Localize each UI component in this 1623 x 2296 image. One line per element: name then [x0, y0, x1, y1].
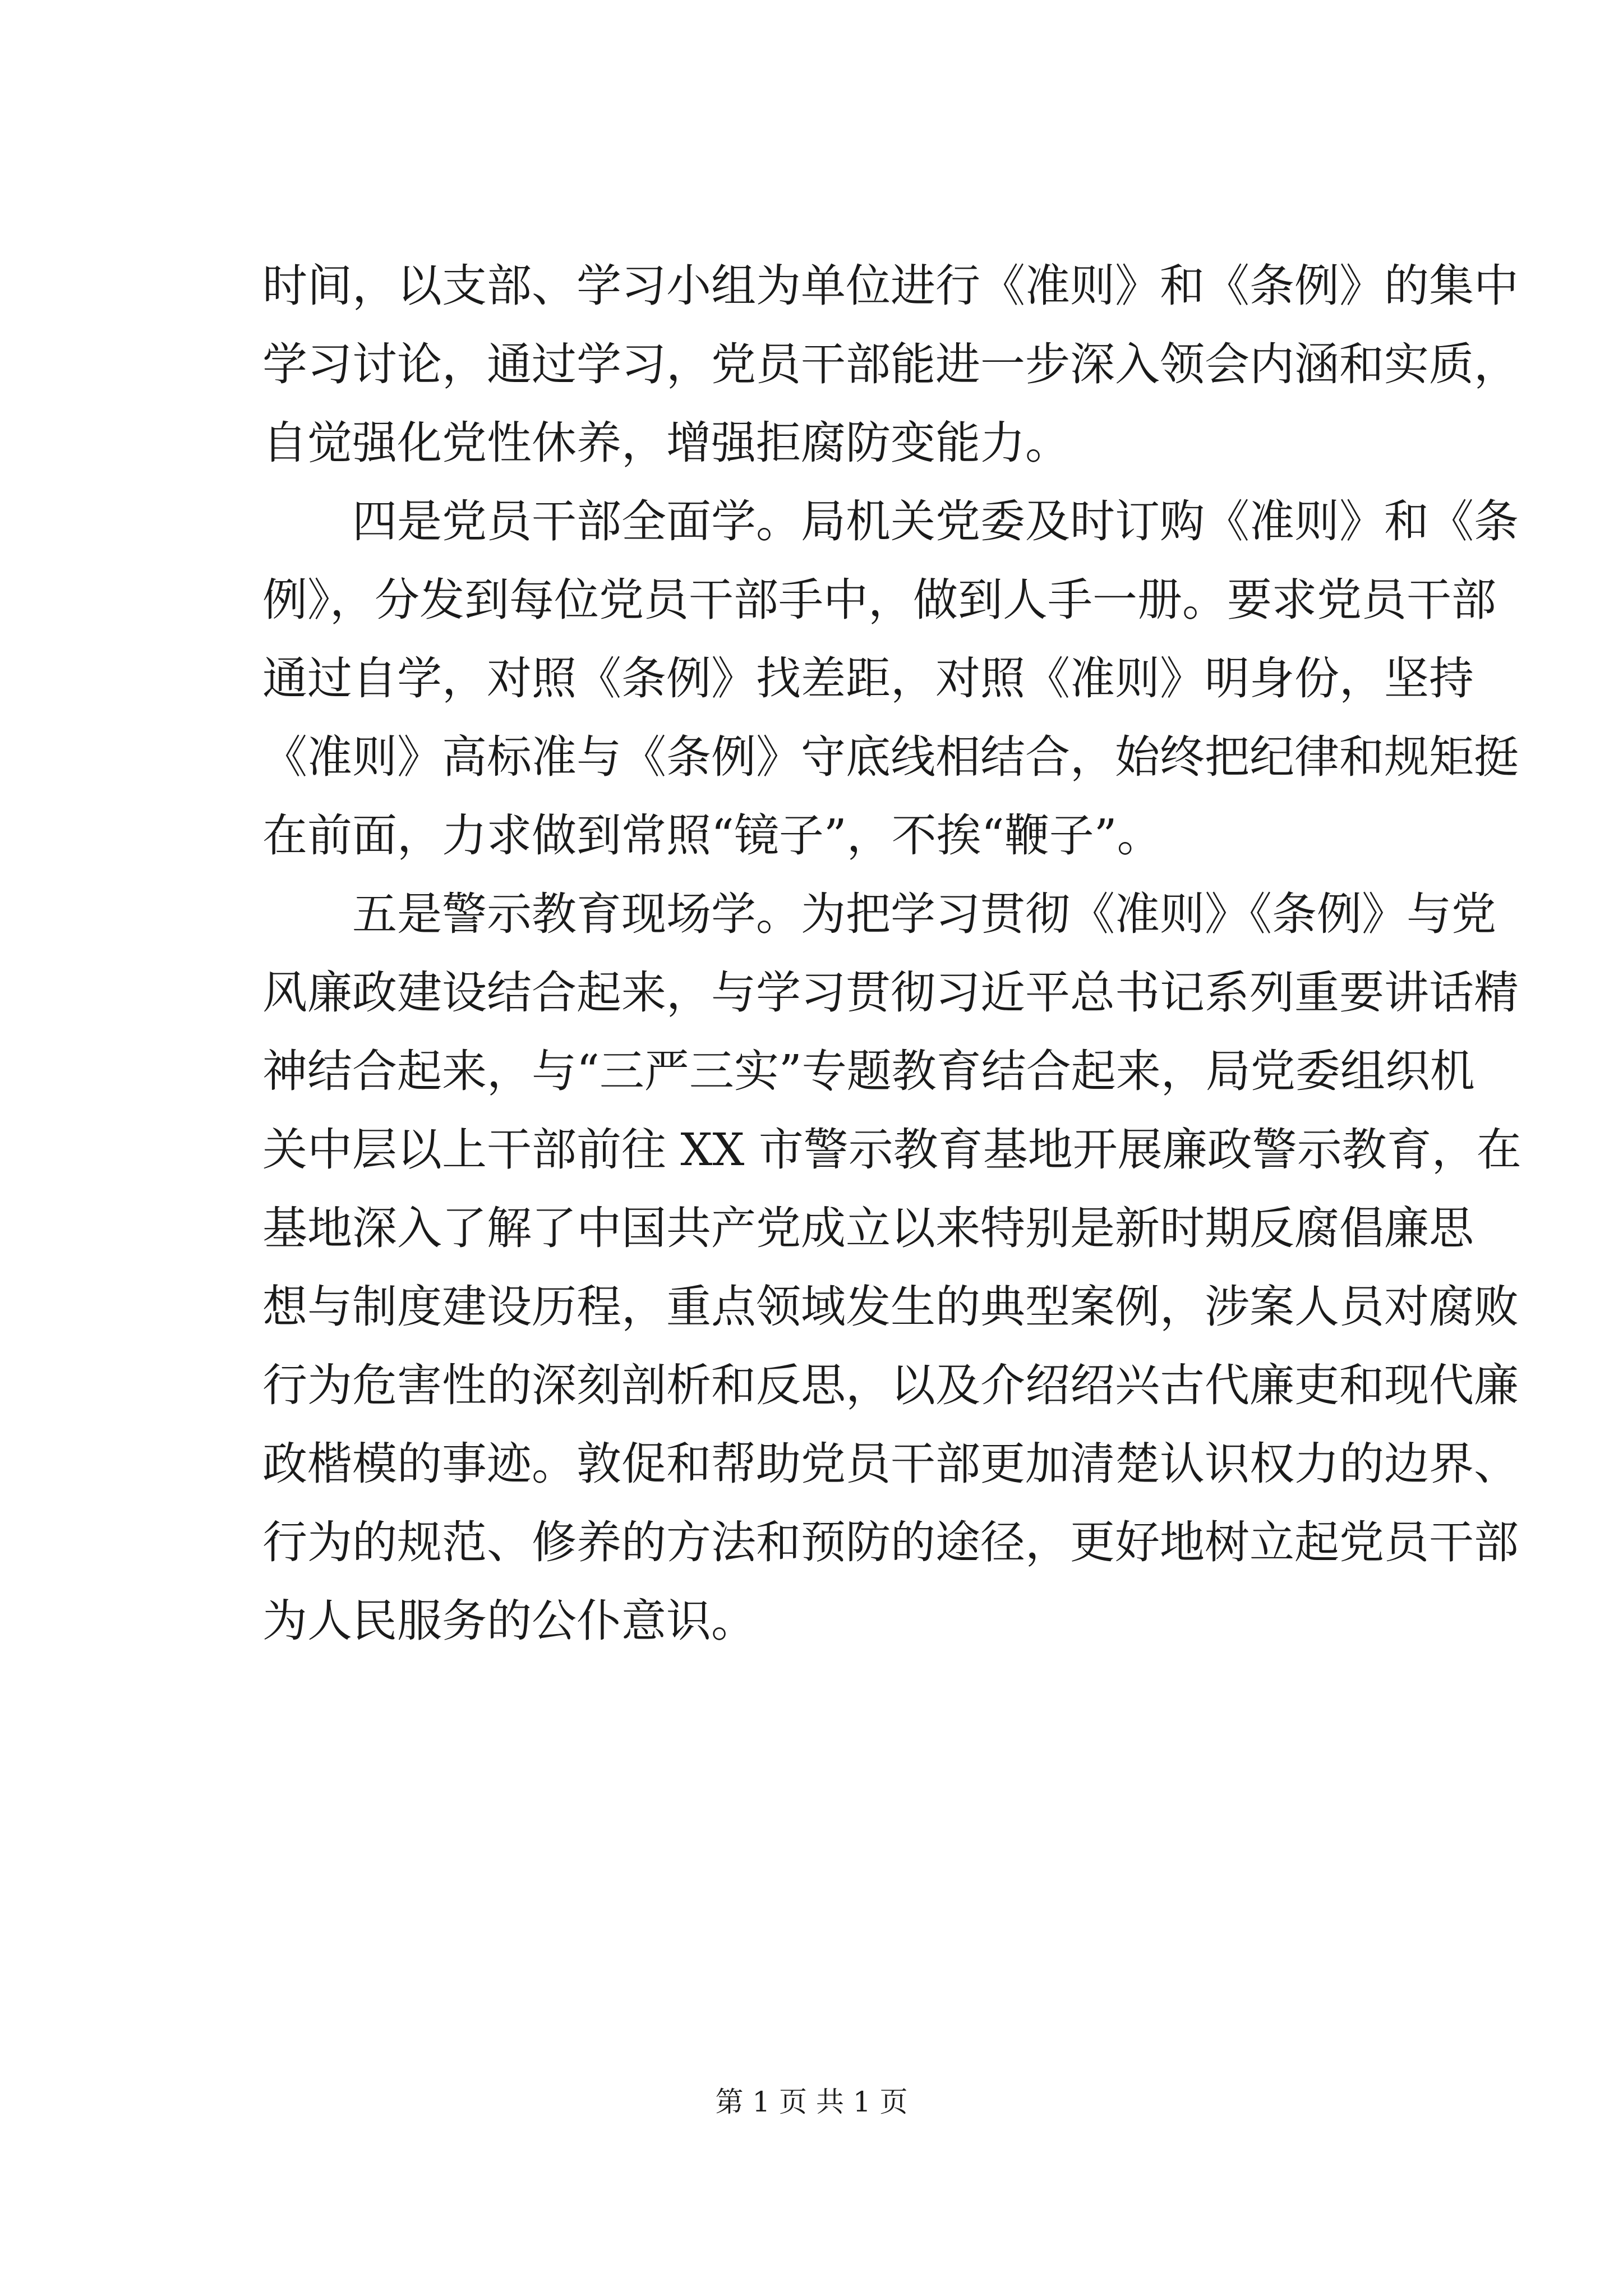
paragraph-continuation	[262, 247, 1519, 482]
text-line: 通过自学，对照《条例》找差距，对照《准则》明身份，坚持	[262, 652, 1474, 705]
text-line: 风廉政建设结合起来，与学习贯彻习近平总书记系列重要讲话精	[262, 967, 1519, 1019]
text-line: 四是党员干部全面学。局机关党委及时订购《准则》和《条	[352, 495, 1519, 547]
text-line: 为人民服务的公仆意识。	[262, 1595, 756, 1647]
text-line: 《准则》高标准与《条例》守底线相结合，始终把纪律和规矩挺	[262, 731, 1519, 783]
page-footer	[0, 2082, 1623, 2122]
text-line: 行为危害性的深刻剖析和反思，以及介绍绍兴古代廉吏和现代廉	[262, 1359, 1519, 1411]
text-line: 想与制度建设历程，重点领域发生的典型案例，涉案人员对腐败	[262, 1281, 1519, 1333]
page-number: 第 1 页 共 1 页	[715, 2086, 908, 2118]
text-line: 基地深入了解了中国共产党成立以来特别是新时期反腐倡廉思	[262, 1202, 1474, 1254]
paragraph-point-four	[262, 482, 1519, 875]
paragraph-point-five	[262, 875, 1521, 1660]
text-line: 自觉强化党性休养，增强拒腐防变能力。	[262, 417, 1070, 469]
text-line: 学习讨论，通过学习，党员干部能进一步深入领会内涵和实质，	[262, 338, 1519, 390]
document-body	[262, 247, 1521, 1660]
text-line: 政楷模的事迹。敦促和帮助党员干部更加清楚认识权力的边界、	[262, 1438, 1519, 1490]
text-line: 行为的规范、修养的方法和预防的途径，更好地树立起党员干部	[262, 1516, 1519, 1568]
text-line: 关中层以上干部前往 XX 市警示教育基地开展廉政警示教育，在	[262, 1124, 1521, 1176]
text-line: 神结合起来，与“三严三实”专题教育结合起来，局党委组织机	[262, 1045, 1475, 1097]
text-line: 时间，以支部、学习小组为单位进行《准则》和《条例》的集中	[262, 260, 1519, 312]
text-line: 在前面，力求做到常照“镜子”，不挨“鞭子”。	[262, 809, 1162, 862]
text-line: 五是警示教育现场学。为把学习贯彻《准则》《条例》与党	[352, 888, 1496, 940]
text-line: 例》，分发到每位党员干部手中，做到人手一册。要求党员干部	[262, 574, 1496, 626]
